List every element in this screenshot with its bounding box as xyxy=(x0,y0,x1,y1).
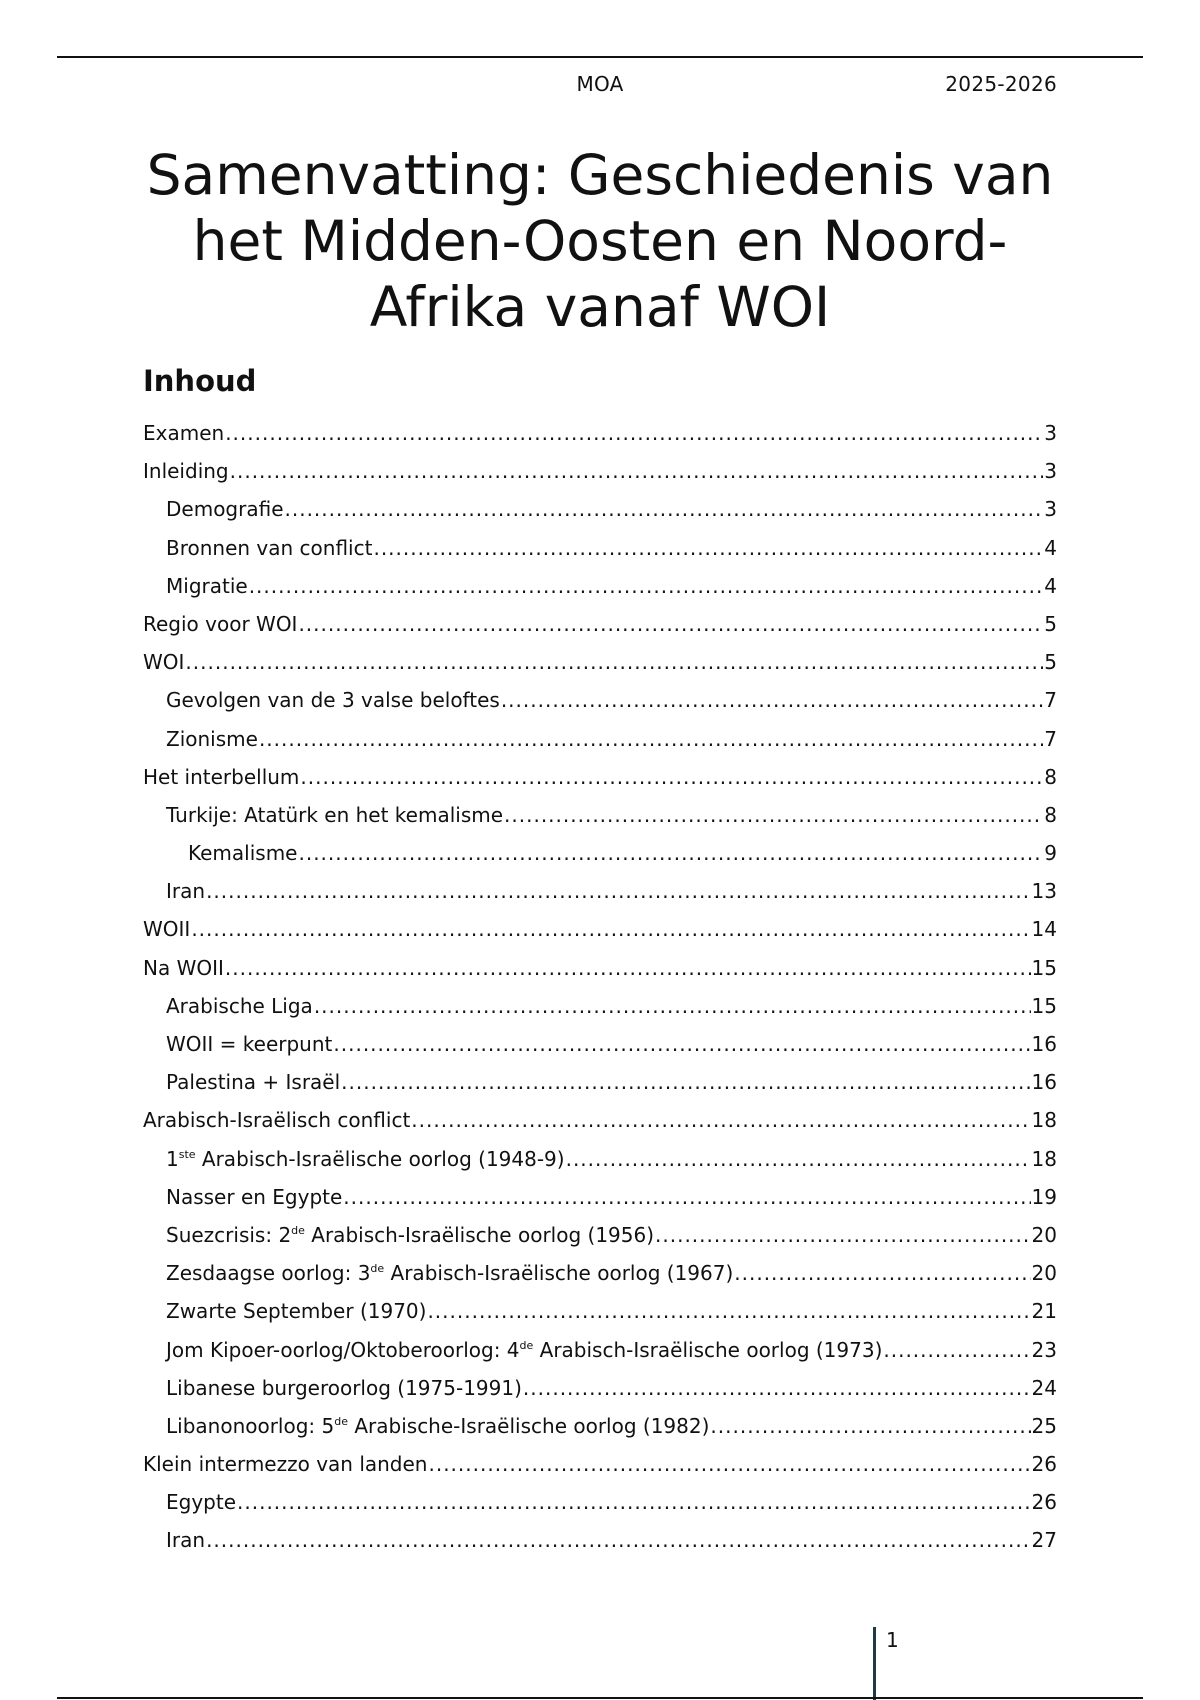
toc-entry-title xyxy=(166,1521,205,1559)
toc-entry[interactable] xyxy=(143,643,1057,681)
toc-entry[interactable] xyxy=(143,1216,1057,1254)
toc-heading: Inhoud xyxy=(143,364,257,398)
toc-entry-title-text: Zwarte September (1970) xyxy=(166,1299,427,1324)
toc-entry-page-number: 18 xyxy=(1031,1146,1057,1171)
toc-entry-page-number: 9 xyxy=(1044,841,1057,866)
toc-dot-leader xyxy=(285,490,1044,528)
toc-dot-leader xyxy=(206,1521,1030,1559)
toc-dot-leader xyxy=(343,1178,1030,1216)
toc-entry-title xyxy=(166,1216,654,1254)
toc-entry-title xyxy=(166,1254,733,1292)
toc-entry[interactable] xyxy=(143,1101,1057,1139)
toc-dot-leader xyxy=(225,949,1031,987)
toc-dot-leader xyxy=(237,1483,1031,1521)
toc-entry-title-text: WOI xyxy=(143,650,185,675)
toc-entry-page-number: 3 xyxy=(1044,497,1057,522)
toc-entry[interactable] xyxy=(143,452,1057,490)
toc-entry-title xyxy=(143,452,229,490)
toc-entry-title xyxy=(166,796,503,834)
toc-entry-page-number: 16 xyxy=(1031,1070,1057,1095)
toc-entry-title-prefix: Jom Kipoer-oorlog/Oktoberoorlog: 4 xyxy=(166,1337,520,1362)
toc-entry-page-number: 19 xyxy=(1031,1184,1057,1209)
toc-dot-leader xyxy=(427,1292,1030,1330)
toc-entry-title-text: Na WOII xyxy=(143,955,224,980)
toc-entry-title-text: Arabisch-Israëlische oorlog (1973) xyxy=(533,1337,883,1362)
toc-entry[interactable] xyxy=(143,567,1057,605)
toc-dot-leader xyxy=(314,987,1031,1025)
toc-dot-leader xyxy=(333,1025,1030,1063)
toc-entry-page-number: 21 xyxy=(1031,1299,1057,1324)
toc-entry-page-number: 4 xyxy=(1044,573,1057,598)
toc-entry[interactable] xyxy=(143,949,1057,987)
toc-entry-title xyxy=(166,1407,709,1445)
toc-entry-title-text: Arabisch-Israëlische oorlog (1967) xyxy=(384,1261,734,1286)
toc-dot-leader xyxy=(504,796,1043,834)
toc-entry[interactable] xyxy=(143,834,1057,872)
toc-entry-page-number: 16 xyxy=(1031,1032,1057,1056)
toc-entry-title-text: Het interbellum xyxy=(143,764,300,789)
toc-entry-ordinal-suffix: de xyxy=(334,1414,348,1428)
toc-entry-title xyxy=(166,1483,236,1521)
toc-entry[interactable] xyxy=(143,796,1057,834)
toc-entry-title xyxy=(143,414,224,452)
toc-entry-page-number: 14 xyxy=(1031,917,1057,942)
toc-entry-title xyxy=(143,758,299,796)
toc-entry-title xyxy=(143,605,297,643)
toc-entry-page-number: 20 xyxy=(1031,1222,1057,1247)
toc-dot-leader xyxy=(428,1445,1030,1483)
toc-entry-page-number: 15 xyxy=(1031,993,1057,1018)
toc-entry[interactable] xyxy=(143,1025,1057,1063)
toc-dot-leader xyxy=(300,758,1043,796)
toc-entry-title-prefix: 1 xyxy=(166,1146,179,1171)
document-title: Samenvatting: Geschiedenis van het Midden-Oosten en Noord-Afrika vanaf WOI xyxy=(146,143,1054,339)
toc-entry-title xyxy=(166,567,248,605)
toc-entry[interactable] xyxy=(143,490,1057,528)
toc-entry-title xyxy=(166,872,205,910)
toc-entry[interactable] xyxy=(143,1331,1057,1369)
header-rule xyxy=(57,56,1143,58)
toc-entry-title xyxy=(143,949,224,987)
toc-entry-title xyxy=(166,1063,340,1101)
toc-entry[interactable] xyxy=(143,605,1057,643)
toc-entry-page-number: 26 xyxy=(1031,1452,1057,1477)
toc-entry-title xyxy=(143,910,190,948)
toc-entry-page-number: 3 xyxy=(1044,421,1057,445)
toc-dot-leader xyxy=(501,681,1043,719)
toc-dot-leader xyxy=(411,1101,1030,1139)
toc-entry-page-number: 3 xyxy=(1044,459,1057,484)
toc-entry-title-prefix: Libanonoorlog: 5 xyxy=(166,1413,335,1438)
toc-entry-page-number: 18 xyxy=(1031,1108,1057,1133)
footer-rule xyxy=(57,1697,1143,1699)
toc-entry-title-text: Arabisch-Israëlische oorlog (1948-9) xyxy=(195,1146,565,1171)
toc-entry-page-number: 13 xyxy=(1031,879,1057,904)
toc-entry[interactable] xyxy=(143,529,1057,567)
toc-entry-title-text: Gevolgen van de 3 valse beloftes xyxy=(166,688,500,713)
toc-entry-title-text: Egypte xyxy=(166,1490,237,1515)
toc-entry-title-text: Iran xyxy=(166,879,206,904)
toc-entry-page-number: 26 xyxy=(1031,1490,1057,1515)
toc-entry-title-text: Arabisch-Israëlisch conflict xyxy=(143,1108,411,1133)
toc-entry-title-text: Kemalisme xyxy=(188,841,298,866)
toc-entry-title-text: WOII = keerpunt xyxy=(166,1032,333,1056)
toc-entry[interactable] xyxy=(143,758,1057,796)
toc-entry-title-text: Arabische Liga xyxy=(166,993,313,1018)
toc-entry-title xyxy=(166,1025,332,1063)
toc-dot-leader xyxy=(341,1063,1030,1101)
toc-entry-title-text: Migratie xyxy=(166,573,248,598)
toc-entry[interactable] xyxy=(143,1140,1057,1178)
toc-dot-leader xyxy=(206,872,1030,910)
toc-entry[interactable] xyxy=(143,1063,1057,1101)
toc-entry-page-number: 7 xyxy=(1044,726,1057,751)
toc-entry-ordinal-suffix: de xyxy=(291,1223,305,1237)
toc-entry-title xyxy=(166,529,372,567)
toc-entry-title-text: Examen xyxy=(143,421,225,445)
toc-entry[interactable] xyxy=(143,1445,1057,1483)
toc-dot-leader xyxy=(249,567,1044,605)
toc-dot-leader xyxy=(734,1254,1030,1292)
toc-entry[interactable] xyxy=(143,414,1057,452)
toc-entry-title-text: Arabische-Israëlische oorlog (1982) xyxy=(348,1413,710,1438)
toc-entry-page-number: 7 xyxy=(1044,688,1057,713)
toc-entry-page-number: 27 xyxy=(1031,1528,1057,1553)
toc-entry-page-number: 24 xyxy=(1031,1375,1057,1400)
toc-entry[interactable] xyxy=(143,1254,1057,1292)
table-of-contents xyxy=(143,414,1057,1560)
toc-dot-leader xyxy=(259,720,1043,758)
toc-dot-leader xyxy=(655,1216,1031,1254)
toc-entry-page-number: 5 xyxy=(1044,611,1057,636)
toc-entry-page-number: 20 xyxy=(1031,1261,1057,1286)
toc-entry-title-text: Arabisch-Israëlische oorlog (1956) xyxy=(304,1222,655,1247)
toc-entry-title xyxy=(166,490,284,528)
toc-entry-page-number: 23 xyxy=(1031,1337,1057,1362)
toc-entry-title-text: Regio voor WOI xyxy=(143,611,298,636)
footer-page-bar xyxy=(873,1627,876,1700)
toc-entry-ordinal-suffix: de xyxy=(519,1338,534,1352)
toc-entry-title-text: WOII xyxy=(143,917,191,942)
toc-entry-page-number: 8 xyxy=(1044,764,1057,789)
toc-entry[interactable] xyxy=(143,1483,1057,1521)
toc-dot-leader xyxy=(225,414,1043,452)
toc-entry-page-number: 15 xyxy=(1031,955,1057,980)
toc-entry-title-text: Zionisme xyxy=(166,726,258,751)
toc-dot-leader xyxy=(710,1407,1030,1445)
toc-entry-ordinal-suffix: ste xyxy=(178,1147,196,1161)
toc-entry-title-text: Demografie xyxy=(166,497,284,522)
toc-entry-page-number: 5 xyxy=(1044,650,1057,675)
toc-dot-leader xyxy=(566,1140,1031,1178)
toc-entry-title xyxy=(166,681,500,719)
header-academic-year: 2025-2026 xyxy=(945,72,1057,96)
toc-dot-leader xyxy=(883,1331,1030,1369)
toc-entry[interactable] xyxy=(143,987,1057,1025)
toc-entry-title xyxy=(166,1331,882,1369)
toc-dot-leader xyxy=(298,834,1043,872)
toc-entry-title-text: Klein intermezzo van landen xyxy=(143,1452,428,1477)
toc-entry-title-text: Iran xyxy=(166,1528,206,1553)
toc-dot-leader xyxy=(185,643,1043,681)
toc-entry-title-text: Palestina + Israël xyxy=(166,1070,341,1095)
toc-entry-title xyxy=(166,1292,426,1330)
toc-entry-page-number: 8 xyxy=(1044,802,1057,827)
toc-dot-leader xyxy=(298,605,1043,643)
toc-entry-title-text: Bronnen van conflict xyxy=(166,535,373,560)
toc-entry[interactable] xyxy=(143,1292,1057,1330)
toc-dot-leader xyxy=(230,452,1044,490)
toc-entry-title xyxy=(166,1178,342,1216)
toc-dot-leader xyxy=(373,529,1043,567)
toc-entry[interactable] xyxy=(143,681,1057,719)
toc-entry-page-number: 25 xyxy=(1031,1413,1057,1438)
toc-dot-leader xyxy=(191,910,1030,948)
toc-entry-title xyxy=(188,834,297,872)
toc-entry-ordinal-suffix: de xyxy=(370,1262,385,1276)
toc-entry-title xyxy=(166,1369,522,1407)
toc-entry-title-prefix: Zesdaagse oorlog: 3 xyxy=(166,1261,371,1286)
toc-dot-leader xyxy=(523,1369,1031,1407)
toc-entry-title-prefix: Suezcrisis: 2 xyxy=(166,1222,292,1247)
toc-entry[interactable] xyxy=(143,872,1057,910)
toc-entry[interactable] xyxy=(143,1407,1057,1445)
toc-entry-title xyxy=(166,1140,565,1178)
toc-entry-title xyxy=(143,1445,427,1483)
toc-entry-title xyxy=(166,720,258,758)
toc-entry[interactable] xyxy=(143,1521,1057,1559)
footer-page-number: 1 xyxy=(886,1628,899,1652)
toc-entry[interactable] xyxy=(143,910,1057,948)
toc-entry[interactable] xyxy=(143,1369,1057,1407)
toc-entry[interactable] xyxy=(143,1178,1057,1216)
toc-entry-page-number: 4 xyxy=(1044,535,1057,560)
toc-entry-title xyxy=(166,987,313,1025)
toc-entry[interactable] xyxy=(143,720,1057,758)
toc-entry-title-text: Inleiding xyxy=(143,459,229,484)
toc-entry-title-text: Libanese burgeroorlog (1975-1991) xyxy=(166,1375,522,1400)
toc-entry-title-text: Nasser en Egypte xyxy=(166,1184,343,1209)
header-course-code: MOA xyxy=(576,72,624,96)
toc-entry-title-text: Turkije: Atatürk en het kemalisme xyxy=(166,802,504,827)
toc-entry-title xyxy=(143,1101,410,1139)
toc-entry-title xyxy=(143,643,184,681)
